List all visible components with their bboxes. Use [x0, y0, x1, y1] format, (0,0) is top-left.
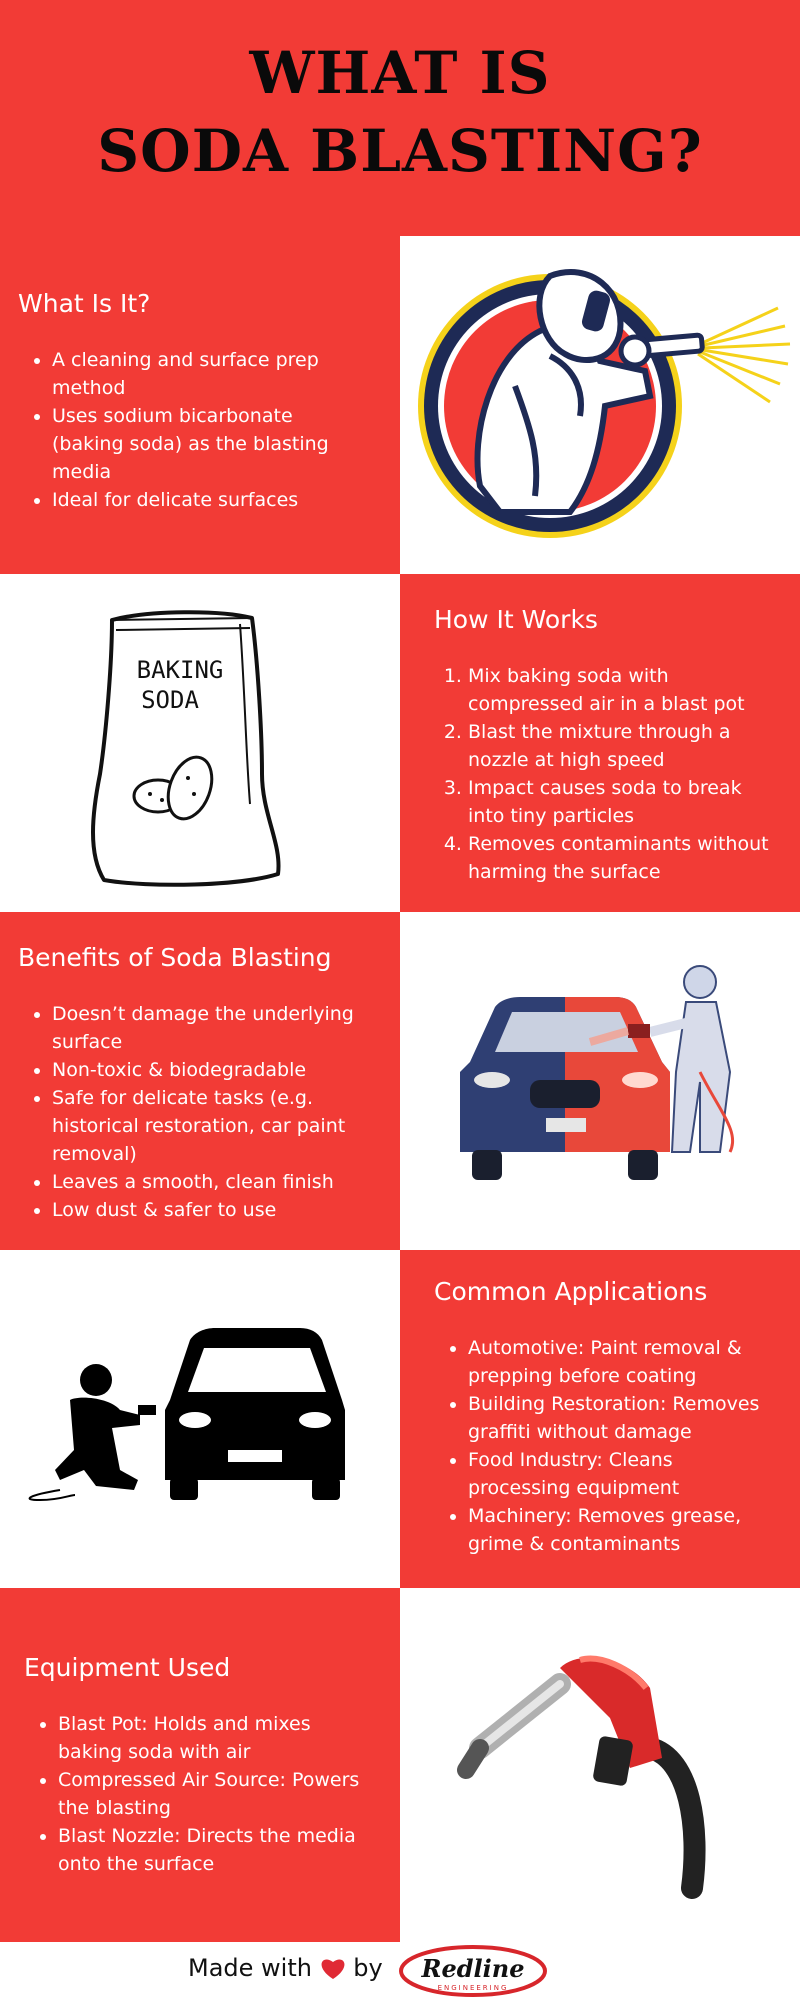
blast-nozzle-icon: [400, 1588, 800, 1926]
section-heading: Common Applications: [434, 1277, 708, 1306]
car-spray-illustration-cell: [0, 1250, 400, 1588]
nozzle-illustration-cell: [400, 1588, 800, 1942]
logo-subtext: ENGINEERING: [437, 1984, 509, 1992]
title-line-2: SODA BLASTING?: [97, 117, 703, 185]
bag-label-line2: SODA: [141, 686, 199, 714]
heart-icon: [320, 1957, 346, 1981]
section-heading: Benefits of Soda Blasting: [18, 943, 332, 972]
title-line-1: WHAT IS: [249, 39, 551, 107]
equipment-list: [24, 1710, 370, 1878]
footer: [0, 1942, 800, 2000]
logo-text: Redline: [421, 1954, 525, 1983]
list-item: • Leaves a smooth, clean finish: [52, 1168, 370, 1196]
section-heading: Equipment Used: [24, 1653, 231, 1682]
sandblaster-worker-icon: [400, 236, 800, 574]
how-steps-list: [434, 662, 770, 886]
by-label: by: [353, 1954, 383, 1982]
list-item: • Food Industry: Cleans processing equipment: [468, 1446, 770, 1502]
list-item: • Blast Nozzle: Directs the media onto the surface: [58, 1822, 370, 1878]
list-item: • Blast Pot: Holds and mixes baking soda with air: [58, 1710, 370, 1766]
list-item: • Machinery: Removes grease, grime & contaminants: [468, 1502, 770, 1558]
list-item: • Building Restoration: Removes graffiti without damage: [468, 1390, 770, 1446]
list-item: • Safe for delicate tasks (e.g. historical restoration, car paint removal): [52, 1084, 370, 1168]
list-item: 3. Impact causes soda to break into tiny particles: [468, 774, 770, 830]
title-banner: [0, 0, 800, 236]
list-item: • Compressed Air Source: Powers the blasting: [58, 1766, 370, 1822]
section-heading: How It Works: [434, 605, 598, 634]
list-item: • Automotive: Paint removal & prepping before coating: [468, 1334, 770, 1390]
list-item: 1. Mix baking soda with compressed air in a blast pot: [468, 662, 770, 718]
section-common-applications: [400, 1250, 800, 1588]
section-benefits: [0, 912, 400, 1250]
applications-list: [434, 1334, 770, 1558]
what-list: [18, 346, 370, 514]
baking-soda-illustration-cell: [0, 574, 400, 912]
made-with-text: [188, 1954, 383, 1982]
car-spray-worker-icon: [0, 1250, 400, 1588]
list-item: • Uses sodium bicarbonate (baking soda) as the blasting media: [52, 402, 370, 486]
list-item: • Non-toxic & biodegradable: [52, 1056, 370, 1084]
list-item: • A cleaning and surface prep method: [52, 346, 370, 402]
list-item: • Doesn’t damage the underlying surface: [52, 1000, 370, 1056]
section-heading: What Is It?: [18, 289, 151, 318]
benefits-list: [18, 1000, 370, 1224]
car-paint-removal-icon: [400, 912, 800, 1250]
list-item: • Low dust & safer to use: [52, 1196, 370, 1224]
list-item: 2. Blast the mixture through a nozzle at high speed: [468, 718, 770, 774]
car-painting-illustration-cell: [400, 912, 800, 1250]
bag-label-line1: BAKING: [136, 656, 224, 684]
blaster-illustration-cell: [400, 236, 800, 574]
redline-logo: [398, 1944, 548, 1998]
made-with-label: Made with: [188, 1954, 312, 1982]
section-how-it-works: [400, 574, 800, 912]
section-equipment-used: [0, 1588, 400, 1942]
section-what-is-it: [0, 236, 400, 574]
baking-soda-bag-icon: [0, 574, 400, 912]
list-item: 4. Removes contaminants without harming the surface: [468, 830, 770, 886]
list-item: • Ideal for delicate surfaces: [52, 486, 370, 514]
page-title: [0, 0, 800, 190]
